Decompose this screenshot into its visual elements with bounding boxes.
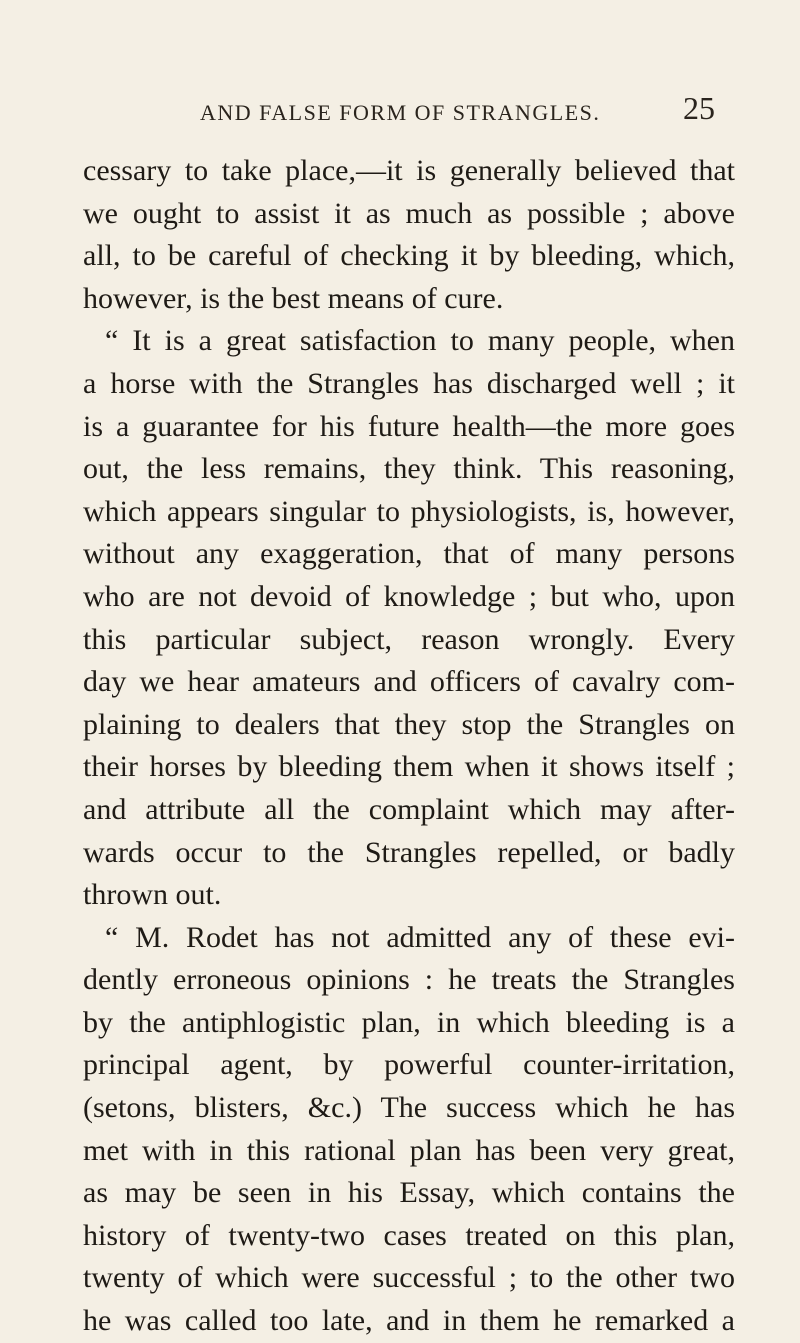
text-line: their horses by bleeding them when it shows itself ; bbox=[83, 750, 735, 784]
text-line: is a guarantee for his future health—the more goes bbox=[83, 409, 735, 443]
text-line: who are not devoid of knowledge ; but who, upon bbox=[83, 579, 735, 613]
page-number: 25 bbox=[683, 90, 715, 126]
text-line: however, is the best means of cure. bbox=[83, 281, 504, 315]
text-line: history of twenty-two cases treated on this plan, bbox=[83, 1218, 735, 1252]
running-head-title: AND FALSE FORM OF STRANGLES. bbox=[200, 100, 601, 125]
text-line: this particular subject, reason wrongly. Every bbox=[83, 622, 735, 656]
text-line: all, to be careful of checking it by bleeding, which, bbox=[83, 239, 735, 273]
text-line: we ought to assist it as much as possible ; above bbox=[83, 196, 735, 230]
text-line: principal agent, by powerful counter-irritation, bbox=[83, 1048, 735, 1082]
text-line: dently erroneous opinions : he treats the Strangles bbox=[83, 963, 735, 997]
body-text bbox=[83, 150, 735, 1343]
text-line: and attribute all the complaint which may after- bbox=[83, 792, 735, 826]
text-line: thrown out. bbox=[83, 878, 222, 912]
text-line: twenty of which were successful ; to the other two bbox=[83, 1261, 735, 1295]
text-line: day we hear amateurs and officers of cavalry com- bbox=[83, 665, 735, 699]
text-line: which appears singular to physiologists, is, however, bbox=[83, 494, 735, 528]
running-head bbox=[0, 90, 800, 140]
text-line: out, the less remains, they think. This reasoning, bbox=[83, 452, 735, 486]
text-line: by the antiphlogistic plan, in which bleeding is a bbox=[83, 1005, 735, 1039]
text-line: met with in this rational plan has been very great, bbox=[83, 1133, 735, 1167]
text-line: “ It is a great satisfaction to many people, when bbox=[105, 324, 735, 358]
text-line: “ M. Rodet has not admitted any of these evi- bbox=[105, 920, 735, 954]
text-line: cessary to take place,—it is generally believed that bbox=[83, 154, 735, 187]
text-line: wards occur to the Strangles repelled, or badly bbox=[83, 835, 735, 869]
text-line: without any exaggeration, that of many persons bbox=[83, 537, 735, 571]
text-line: as may be seen in his Essay, which contains the bbox=[83, 1176, 735, 1210]
text-line: a horse with the Strangles has discharged well ; it bbox=[83, 366, 735, 400]
text-line: he was called too late, and in them he remarked a bbox=[83, 1304, 735, 1338]
text-line: (setons, blisters, &c.) The success which he has bbox=[83, 1091, 735, 1125]
text-line: plaining to dealers that they stop the Strangles on bbox=[83, 707, 735, 741]
